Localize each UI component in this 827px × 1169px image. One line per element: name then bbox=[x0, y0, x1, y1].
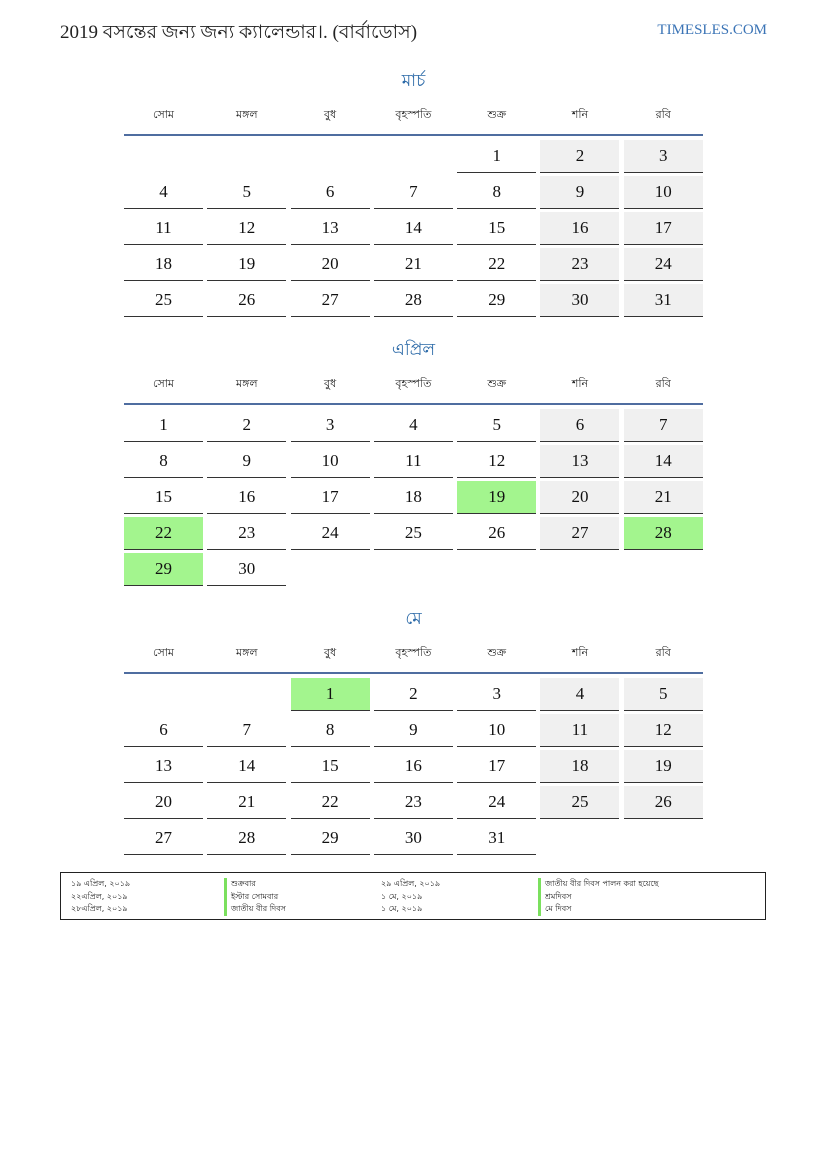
weekend-day-cell: 23 bbox=[540, 248, 619, 281]
day-cell: 25 bbox=[124, 284, 203, 317]
holiday-legend bbox=[60, 872, 766, 920]
day-cell: 31 bbox=[457, 822, 536, 855]
weekend-day-cell: 14 bbox=[624, 445, 703, 478]
day-cell: 15 bbox=[457, 212, 536, 245]
month-march bbox=[124, 68, 703, 320]
weekday-label: শনি bbox=[571, 646, 589, 659]
day-cell: 10 bbox=[291, 445, 370, 478]
day-cell: 10 bbox=[457, 714, 536, 747]
day-cell: 16 bbox=[374, 750, 453, 783]
day-cell: 7 bbox=[374, 176, 453, 209]
day-cell: 14 bbox=[207, 750, 286, 783]
weekday-label: বৃহস্পতি bbox=[395, 646, 432, 659]
holiday-day-cell: 1 bbox=[291, 678, 370, 711]
weekend-day-cell: 12 bbox=[624, 714, 703, 747]
weekday-label: সোম bbox=[152, 108, 175, 121]
day-cell: 11 bbox=[374, 445, 453, 478]
legend-date: ১৯ এপ্রিল, ২০১৯ bbox=[71, 879, 131, 888]
day-cell: 12 bbox=[457, 445, 536, 478]
empty-day-cell bbox=[291, 140, 370, 172]
weekday-header bbox=[124, 369, 703, 405]
legend-holiday-name: শ্রমদিবস bbox=[538, 891, 659, 904]
week-row bbox=[124, 553, 703, 589]
week-row bbox=[124, 786, 703, 822]
weekend-day-cell: 10 bbox=[624, 176, 703, 209]
day-cell: 27 bbox=[124, 822, 203, 855]
weekday-label: বৃহস্পতি bbox=[395, 108, 432, 121]
weekend-day-cell: 6 bbox=[540, 409, 619, 442]
day-cell: 13 bbox=[291, 212, 370, 245]
weekend-day-cell: 27 bbox=[540, 517, 619, 550]
weekday-label: বৃহস্পতি bbox=[395, 377, 432, 390]
weekend-day-cell: 13 bbox=[540, 445, 619, 478]
legend-left-names bbox=[224, 878, 286, 916]
week-row bbox=[124, 678, 703, 714]
day-cell: 2 bbox=[374, 678, 453, 711]
day-cell: 21 bbox=[374, 248, 453, 281]
day-cell: 29 bbox=[457, 284, 536, 317]
week-row bbox=[124, 445, 703, 481]
weekday-label: বুধ bbox=[323, 377, 337, 390]
day-cell: 4 bbox=[124, 176, 203, 209]
weekday-label: শুক্র bbox=[487, 377, 507, 390]
weekday-label: বুধ bbox=[323, 108, 337, 121]
month-title: মার্চ bbox=[401, 71, 426, 91]
weekend-day-cell: 3 bbox=[624, 140, 703, 173]
weekday-label: শনি bbox=[571, 108, 589, 121]
legend-date: ২৮এপ্রিল, ২০১৯ bbox=[71, 904, 128, 913]
day-cell: 9 bbox=[374, 714, 453, 747]
legend-holiday-name: শুক্রবার bbox=[224, 878, 286, 891]
month-title: মে bbox=[405, 609, 422, 629]
legend-holiday-name: মে দিবস bbox=[538, 903, 659, 916]
day-cell: 24 bbox=[291, 517, 370, 550]
empty-day-cell bbox=[207, 140, 286, 172]
legend-date: ১ মে, ২০১৯ bbox=[381, 904, 423, 913]
day-cell: 1 bbox=[124, 409, 203, 442]
legend-holiday-name: জাতীয় বীর দিবস bbox=[224, 903, 286, 916]
legend-right-names bbox=[538, 878, 659, 916]
day-cell: 23 bbox=[374, 786, 453, 819]
empty-day-cell bbox=[540, 822, 619, 854]
weekday-label: রবি bbox=[655, 646, 671, 659]
weekday-label: বুধ bbox=[323, 646, 337, 659]
day-cell: 30 bbox=[374, 822, 453, 855]
weekday-label: শুক্র bbox=[487, 108, 507, 121]
day-cell: 20 bbox=[124, 786, 203, 819]
weekday-label: শনি bbox=[571, 377, 589, 390]
day-cell: 22 bbox=[291, 786, 370, 819]
empty-day-cell bbox=[457, 553, 536, 585]
day-cell: 28 bbox=[207, 822, 286, 855]
week-row bbox=[124, 714, 703, 750]
day-cell: 5 bbox=[457, 409, 536, 442]
week-row bbox=[124, 284, 703, 320]
day-cell: 16 bbox=[207, 481, 286, 514]
legend-left-dates bbox=[71, 878, 130, 916]
day-cell: 8 bbox=[291, 714, 370, 747]
legend-date: ২২এপ্রিল, ২০১৯ bbox=[71, 891, 128, 901]
day-cell: 3 bbox=[457, 678, 536, 711]
page-title: 2019 বসন্তের জন্য জন্য ক্যালেন্ডার।. (বার্বাডোস) bbox=[60, 22, 418, 43]
week-row bbox=[124, 750, 703, 786]
weekday-label: রবি bbox=[655, 377, 671, 390]
week-row bbox=[124, 517, 703, 553]
day-cell: 6 bbox=[124, 714, 203, 747]
week-row bbox=[124, 176, 703, 212]
holiday-day-cell: 22 bbox=[124, 517, 203, 550]
weekend-day-cell: 24 bbox=[624, 248, 703, 281]
day-cell: 23 bbox=[207, 517, 286, 550]
day-cell: 21 bbox=[207, 786, 286, 819]
month-may bbox=[124, 606, 703, 858]
weekend-day-cell: 19 bbox=[624, 750, 703, 783]
week-grid bbox=[124, 140, 703, 320]
week-row bbox=[124, 248, 703, 284]
day-cell: 18 bbox=[374, 481, 453, 514]
legend-right-dates bbox=[381, 878, 440, 916]
day-cell: 15 bbox=[291, 750, 370, 783]
weekday-label: মঙ্গল bbox=[235, 108, 258, 121]
day-cell: 20 bbox=[291, 248, 370, 281]
day-cell: 2 bbox=[207, 409, 286, 442]
day-cell: 29 bbox=[291, 822, 370, 855]
day-cell: 4 bbox=[374, 409, 453, 442]
day-cell: 5 bbox=[207, 176, 286, 209]
day-cell: 17 bbox=[457, 750, 536, 783]
day-cell: 18 bbox=[124, 248, 203, 281]
site-link[interactable]: TIMESLES.COM bbox=[657, 22, 767, 38]
day-cell: 26 bbox=[457, 517, 536, 550]
legend-date: ১ মে, ২০১৯ bbox=[381, 891, 423, 901]
month-title: এপ্রিল bbox=[391, 340, 436, 360]
weekend-day-cell: 18 bbox=[540, 750, 619, 783]
day-cell: 25 bbox=[374, 517, 453, 550]
empty-day-cell bbox=[540, 553, 619, 585]
day-cell: 13 bbox=[124, 750, 203, 783]
week-grid bbox=[124, 678, 703, 858]
day-cell: 30 bbox=[207, 553, 286, 586]
weekend-day-cell: 30 bbox=[540, 284, 619, 317]
day-cell: 1 bbox=[457, 140, 536, 173]
empty-day-cell bbox=[624, 553, 703, 585]
empty-day-cell bbox=[624, 822, 703, 854]
day-cell: 26 bbox=[207, 284, 286, 317]
legend-date: ২৯ এপ্রিল, ২০১৯ bbox=[381, 879, 441, 888]
week-grid bbox=[124, 409, 703, 589]
day-cell: 14 bbox=[374, 212, 453, 245]
weekend-day-cell: 21 bbox=[624, 481, 703, 514]
weekday-label: রবি bbox=[655, 108, 671, 121]
day-cell: 28 bbox=[374, 284, 453, 317]
day-cell: 15 bbox=[124, 481, 203, 514]
weekday-label: মঙ্গল bbox=[235, 646, 258, 659]
weekend-day-cell: 9 bbox=[540, 176, 619, 209]
day-cell: 3 bbox=[291, 409, 370, 442]
weekend-day-cell: 31 bbox=[624, 284, 703, 317]
weekend-day-cell: 7 bbox=[624, 409, 703, 442]
empty-day-cell bbox=[124, 678, 203, 710]
week-row bbox=[124, 481, 703, 517]
day-cell: 19 bbox=[207, 248, 286, 281]
day-cell: 17 bbox=[291, 481, 370, 514]
empty-day-cell bbox=[291, 553, 370, 585]
week-row bbox=[124, 212, 703, 248]
holiday-day-cell: 28 bbox=[624, 517, 703, 550]
day-cell: 6 bbox=[291, 176, 370, 209]
week-row bbox=[124, 409, 703, 445]
holiday-day-cell: 19 bbox=[457, 481, 536, 514]
empty-day-cell bbox=[207, 678, 286, 710]
month-april bbox=[124, 337, 703, 589]
weekday-header bbox=[124, 100, 703, 136]
weekend-day-cell: 2 bbox=[540, 140, 619, 173]
empty-day-cell bbox=[124, 140, 203, 172]
weekend-day-cell: 5 bbox=[624, 678, 703, 711]
day-cell: 7 bbox=[207, 714, 286, 747]
day-cell: 12 bbox=[207, 212, 286, 245]
day-cell: 11 bbox=[124, 212, 203, 245]
weekend-day-cell: 17 bbox=[624, 212, 703, 245]
week-row bbox=[124, 822, 703, 858]
day-cell: 24 bbox=[457, 786, 536, 819]
week-row bbox=[124, 140, 703, 176]
day-cell: 9 bbox=[207, 445, 286, 478]
day-cell: 22 bbox=[457, 248, 536, 281]
holiday-day-cell: 29 bbox=[124, 553, 203, 586]
weekday-header bbox=[124, 638, 703, 674]
empty-day-cell bbox=[374, 140, 453, 172]
weekday-label: শুক্র bbox=[487, 646, 507, 659]
weekend-day-cell: 11 bbox=[540, 714, 619, 747]
day-cell: 8 bbox=[457, 176, 536, 209]
weekend-day-cell: 26 bbox=[624, 786, 703, 819]
weekday-label: সোম bbox=[152, 646, 175, 659]
weekend-day-cell: 16 bbox=[540, 212, 619, 245]
weekday-label: মঙ্গল bbox=[235, 377, 258, 390]
weekend-day-cell: 25 bbox=[540, 786, 619, 819]
empty-day-cell bbox=[374, 553, 453, 585]
weekend-day-cell: 20 bbox=[540, 481, 619, 514]
day-cell: 27 bbox=[291, 284, 370, 317]
weekday-label: সোম bbox=[152, 377, 175, 390]
legend-holiday-name: ইস্টার সোমবার bbox=[224, 891, 286, 904]
weekend-day-cell: 4 bbox=[540, 678, 619, 711]
legend-holiday-name: জাতীয় বীর দিবস পালন করা হয়েছে bbox=[538, 878, 659, 891]
day-cell: 8 bbox=[124, 445, 203, 478]
